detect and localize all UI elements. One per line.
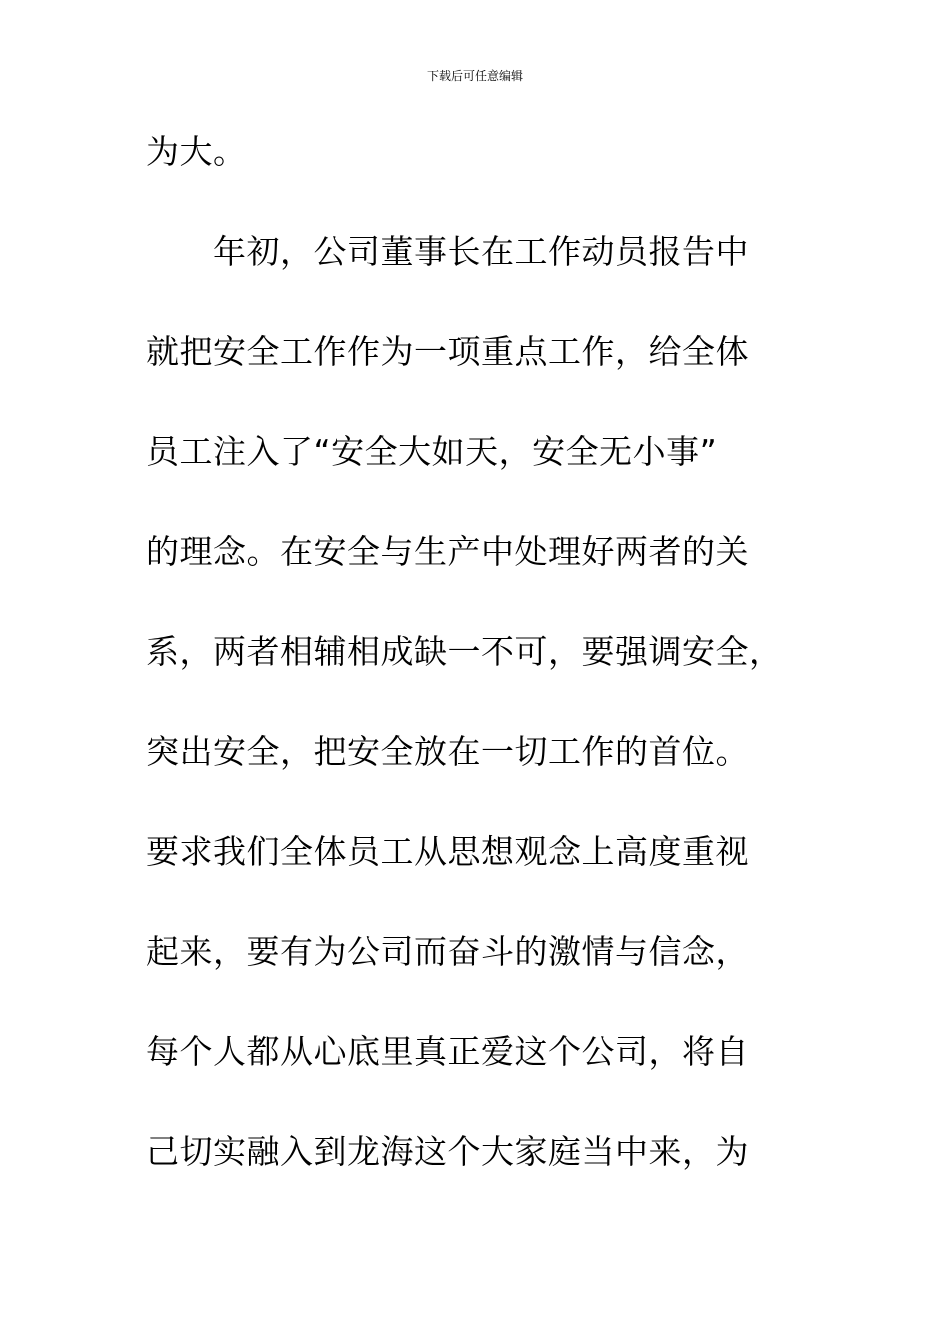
body-line-8: 要求我们全体员工从思想观念上高度重视 (146, 832, 749, 871)
body-line-10: 每个人都从心底里真正爱这个公司，将自 (146, 1032, 749, 1071)
body-line-5: 的理念。在安全与生产中处理好两者的关 (146, 532, 749, 571)
body-line-9: 起来，要有为公司而奋斗的激情与信念， (146, 932, 749, 971)
body-line-1: 为大。 (146, 132, 247, 171)
body-line-3: 就把安全工作作为一项重点工作，给全体 (146, 332, 749, 371)
page-header: 下载后可任意编辑 (426, 69, 523, 83)
body-line-4: 员工注入了“安全大如天，安全无小事” (146, 432, 718, 471)
body-line-7: 突出安全，把安全放在一切工作的首位。 (146, 732, 749, 771)
body-line-11: 己切实融入到龙海这个大家庭当中来，为 (146, 1132, 749, 1171)
body-line-6: 系，两者相辅相成缺一不可，要强调安全， (146, 632, 783, 671)
body-line-2: 年初，公司董事长在工作动员报告中 (146, 232, 749, 271)
